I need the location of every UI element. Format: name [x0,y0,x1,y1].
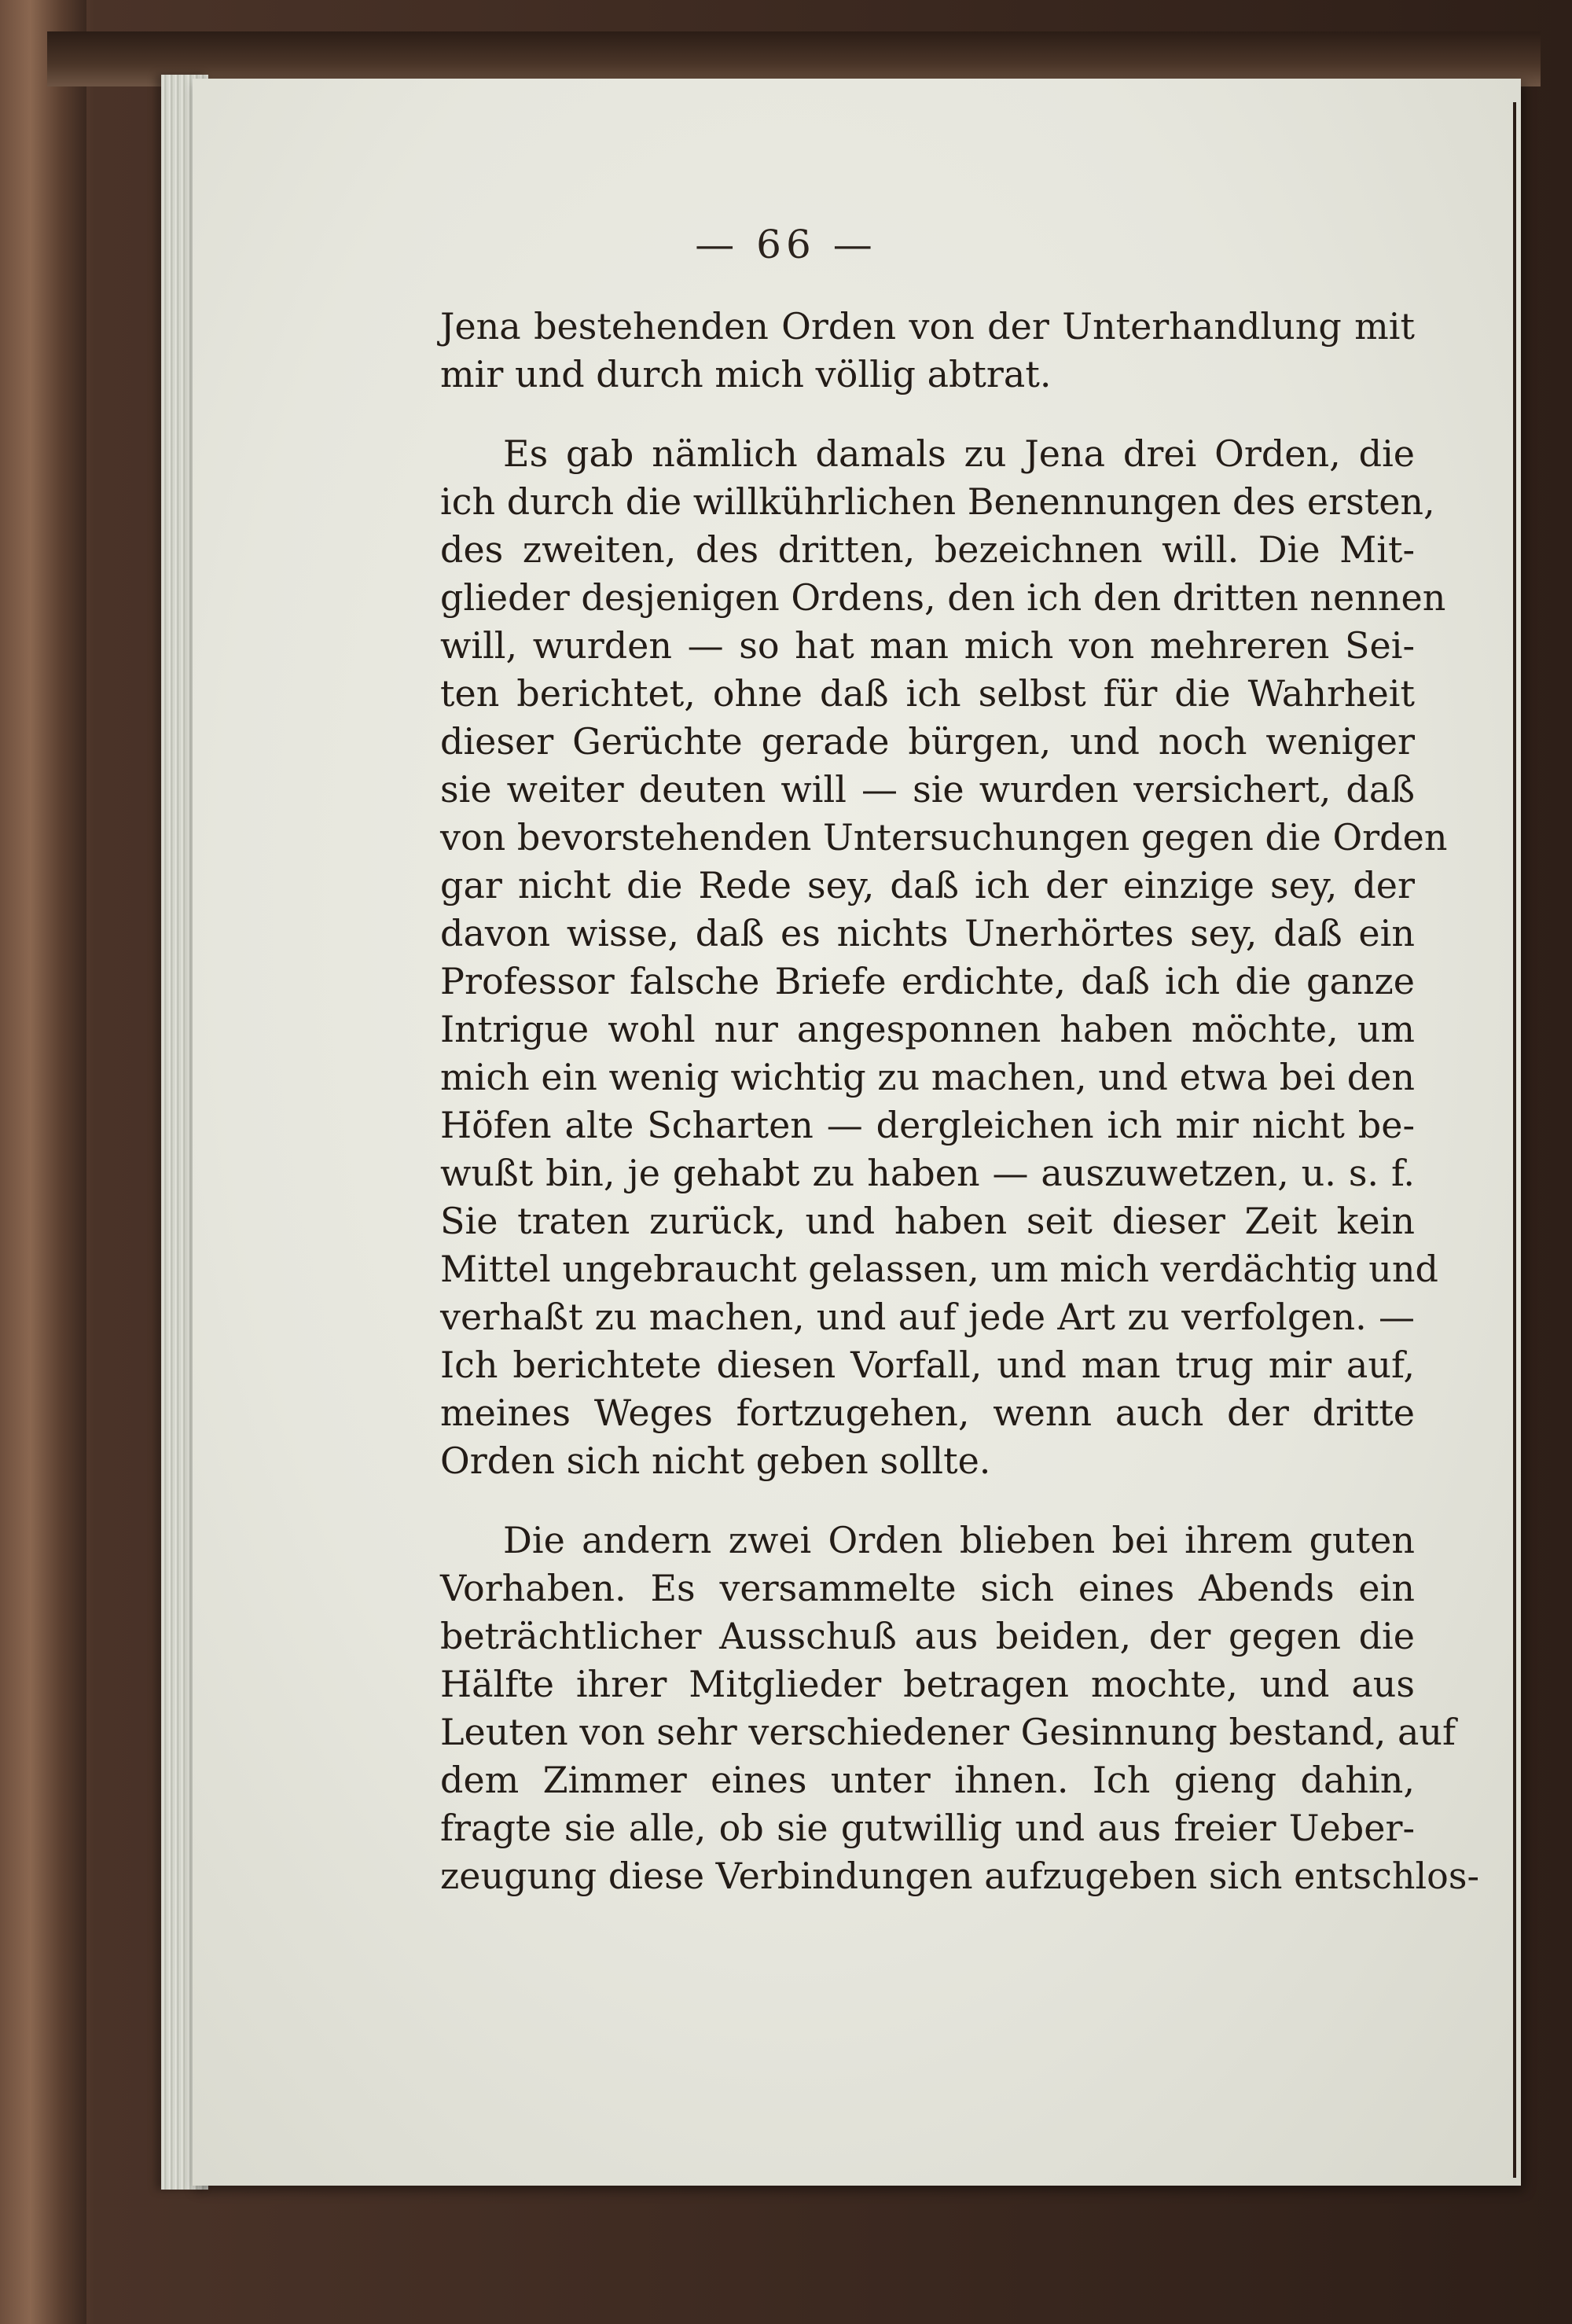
text-line: davon wisse, daß es nichts Unerhörtes sey, daß ein [440,912,1415,954]
text-line: Vorhaben. Es versammelte sich eines Abends ein [440,1567,1415,1609]
text-line: dieser Gerüchte gerade bürgen, und noch weniger [440,720,1415,763]
text-line: beträchtlicher Ausschuß aus beiden, der gegen die [440,1615,1415,1657]
page-number: — 66 — [695,222,877,267]
text-line: zeugung diese Verbindungen aufzugeben sich entschlos- [440,1855,1480,1897]
body-text [440,303,1480,1900]
text-line: glieder desjenigen Ordens, den ich den dritten nennen [440,576,1446,619]
text-line: fragte sie alle, ob sie gutwillig und aus freier Ueber- [440,1807,1415,1849]
paragraph-1 [440,303,1415,399]
text-line: Orden sich nicht geben sollte. [440,1440,991,1482]
text-line: Hälfte ihrer Mitglieder betragen mochte, und aus [440,1663,1415,1705]
paragraph-3 [440,1517,1480,1900]
text-line: wußt bin, je gehabt zu haben — auszuwetzen, u. s. f. [440,1152,1415,1194]
text-line: ten berichtet, ohne daß ich selbst für die Wahrheit [440,672,1415,715]
text-line: Ich berichtete diesen Vorfall, und man trug mir auf, [440,1344,1415,1386]
text-line: verhaßt zu machen, und auf jede Art zu verfolgen. — [440,1296,1415,1338]
text-line: Es gab nämlich damals zu Jena drei Orden, die [503,432,1415,475]
text-line: Sie traten zurück, und haben seit dieser Zeit kein [440,1200,1415,1242]
text-line: Höfen alte Scharten — dergleichen ich mir nicht be- [440,1104,1415,1146]
text-line: meines Weges fortzugehen, wenn auch der dritte [440,1392,1415,1434]
text-line: will, wurden — so hat man mich von mehreren Sei- [440,624,1415,667]
text-line: ich durch die willkührlichen Benennungen des ersten, [440,480,1435,523]
text-line: Die andern zwei Orden blieben bei ihrem guten [503,1519,1415,1561]
text-line: von bevorstehenden Untersuchungen gegen die Orden [440,816,1448,859]
page-gutter-shadow [1513,102,1516,2178]
text-line: Intrigue wohl nur angesponnen haben möchte, um [440,1008,1415,1050]
text-line: mich ein wenig wichtig zu machen, und etwa bei den [440,1056,1416,1098]
text-line: Mittel ungebraucht gelassen, um mich verdächtig und [440,1248,1438,1290]
text-line: Jena bestehenden Orden von der Unterhandlung mit [440,305,1415,347]
book-cover-left-edge [0,0,86,2324]
text-line: des zweiten, des dritten, bezeichnen will. Die Mit- [440,528,1415,571]
text-line: Professor falsche Briefe erdichte, daß ich die ganze [440,960,1415,1002]
text-line: gar nicht die Rede sey, daß ich der einzige sey, der [440,864,1415,906]
paragraph-2 [440,430,1448,1485]
text-line: sie weiter deuten will — sie wurden versichert, daß [440,768,1415,811]
text-line: dem Zimmer eines unter ihnen. Ich gieng dahin, [440,1759,1415,1801]
text-line: mir und durch mich völlig abtrat. [440,353,1052,395]
text-line: Leuten von sehr verschiedener Gesinnung bestand, auf [440,1711,1456,1753]
